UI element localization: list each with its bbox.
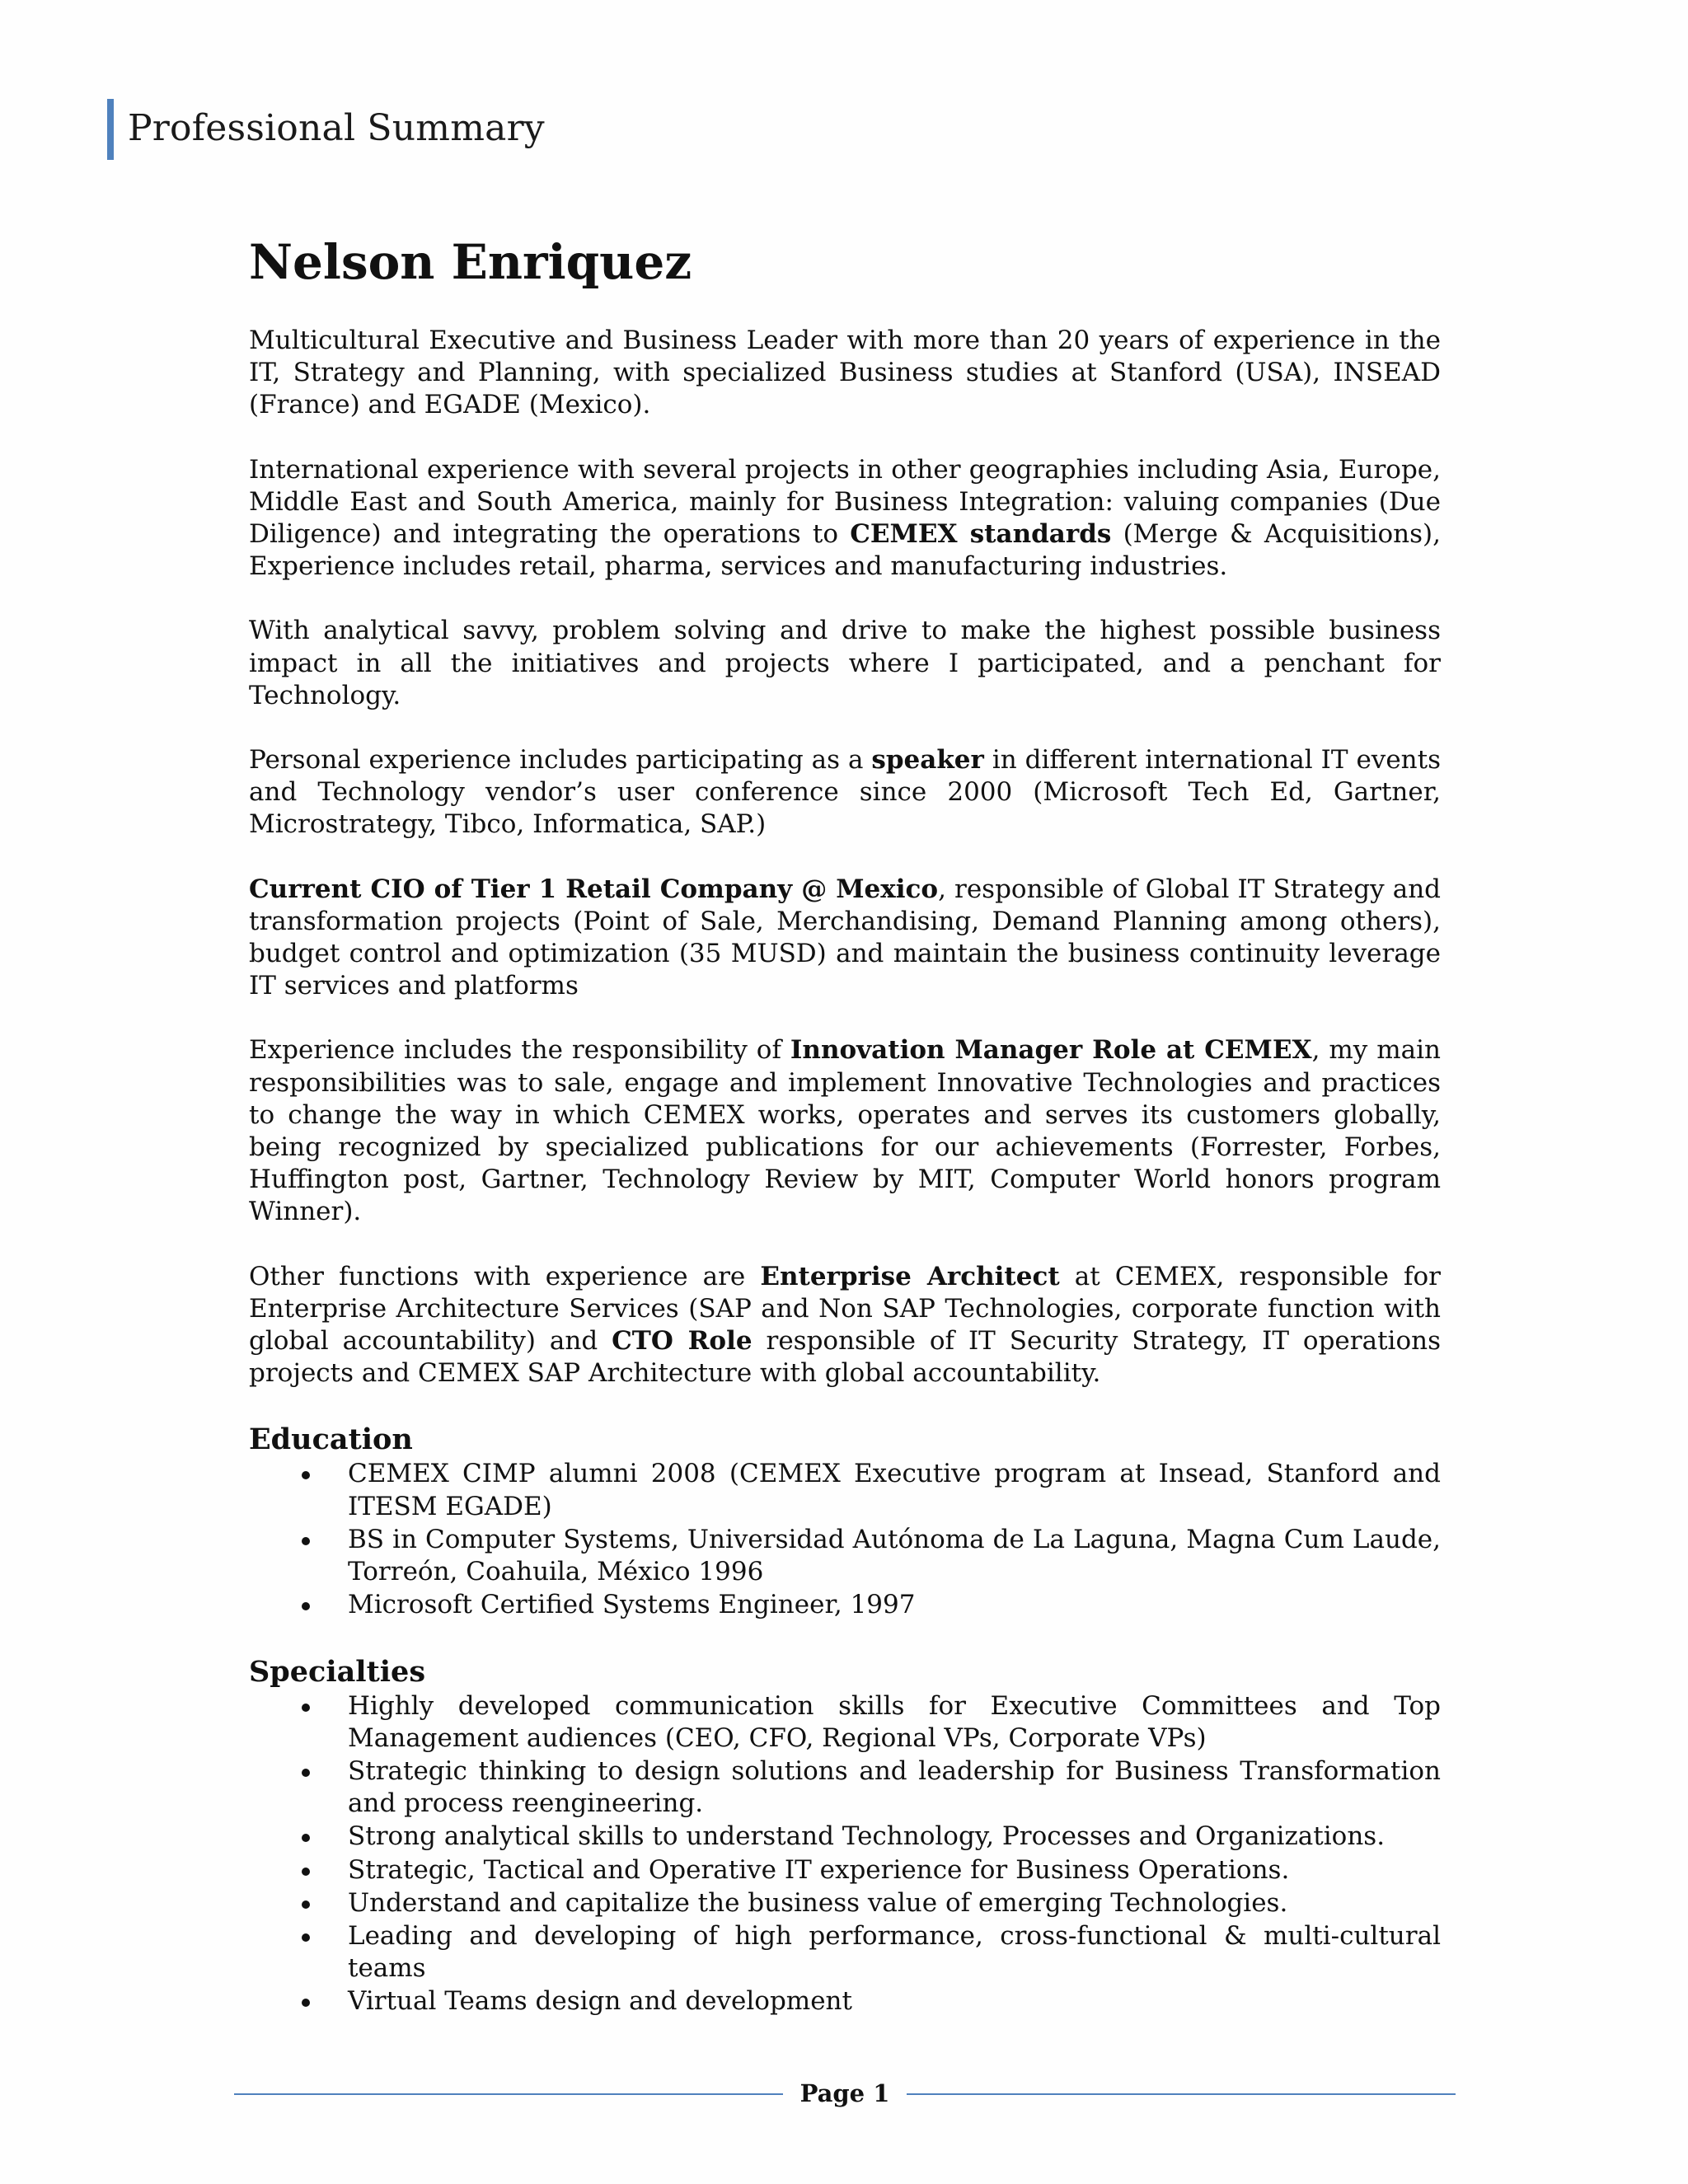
emphasis-text: Enterprise Architect — [760, 1261, 1060, 1291]
candidate-name: Nelson Enriquez — [249, 234, 692, 290]
footer-rule-left — [234, 2093, 783, 2095]
emphasis-text: CEMEX standards — [850, 519, 1112, 550]
summary-paragraph — [249, 874, 1441, 1003]
page-number: Page 1 — [799, 2079, 890, 2107]
document-body — [249, 232, 1441, 2019]
paragraph-text: in different international IT events and Technology vendor’s user conference since 2000 (Microsoft Tech Ed, Gartner, Microstrategy, Tibco, Informatica, SAP.) — [249, 745, 1441, 840]
education-heading: Education — [249, 1422, 413, 1457]
emphasis-text: Current CIO of Tier 1 Retail Company @ Mexico — [249, 874, 939, 904]
summary-paragraph — [249, 325, 1441, 422]
specialty-item: Leading and developing of high performance, cross-functional & multi-cultural teams — [348, 1920, 1441, 1985]
specialty-item: Strong analytical skills to understand Technology, Processes and Organizations. — [348, 1821, 1441, 1853]
summary-paragraph — [249, 615, 1441, 712]
paragraph-text: Other functions with experience are — [249, 1261, 761, 1291]
summary-paragraph — [249, 1034, 1441, 1228]
specialty-item: Strategic thinking to design solutions and leadership for Business Transformation and process reengineering. — [348, 1755, 1441, 1820]
specialties-list — [249, 1690, 1441, 2018]
summary-paragraph — [249, 744, 1441, 841]
paragraph-text: Personal experience includes participating as a — [249, 745, 872, 776]
paragraph-text: responsible of IT Security Strategy, IT operations projects and CEMEX SAP Architecture with global accountability. — [249, 1326, 1441, 1389]
specialty-item: Understand and capitalize the business value of emerging Technologies. — [348, 1887, 1441, 1919]
specialty-item: Highly developed communication skills for Executive Committees and Top Management audiences (CEO, CFO, Regional VPs, Corporate VPs) — [348, 1690, 1441, 1755]
paragraph-text: at CEMEX, responsible for Enterprise Architecture Services (SAP and Non SAP Technologies, corporate function with global accountability) and — [249, 1261, 1441, 1357]
specialty-item: Strategic, Tactical and Operative IT experience for Business Operations. — [348, 1854, 1441, 1886]
education-item: BS in Computer Systems, Universidad Autónoma de La Laguna, Magna Cum Laude, Torreón, Coahuila, México 1996 — [348, 1524, 1441, 1588]
emphasis-text: Innovation Manager Role at CEMEX — [790, 1035, 1312, 1066]
paragraph-text: With analytical savvy, problem solving and drive to make the highest possible business impact in all the initiatives and projects where I participated, and a penchant for Technology. — [249, 616, 1441, 710]
emphasis-text: CTO Role — [612, 1326, 753, 1357]
footer-rule-right — [907, 2093, 1456, 2095]
education-item: Microsoft Certified Systems Engineer, 1997 — [348, 1589, 1441, 1621]
specialty-item: Virtual Teams design and development — [348, 1985, 1441, 2018]
emphasis-text: speaker — [871, 745, 984, 776]
paragraph-text: Multicultural Executive and Business Leader with more than 20 years of experience in the IT, Strategy and Planning, with specialized Business studies at Stanford (USA), INSEAD (France) and EGADE (Mexico). — [249, 326, 1441, 420]
education-item: CEMEX CIMP alumni 2008 (CEMEX Executive program at Insead, Stanford and ITESM EGADE) — [348, 1458, 1441, 1522]
summary-paragraph — [249, 454, 1441, 583]
specialties-heading: Specialties — [249, 1654, 426, 1689]
paragraph-text: Experience includes the responsibility of — [249, 1035, 790, 1066]
summary-paragraph — [249, 1261, 1441, 1390]
paragraph-text: , my main responsibilities was to sale, engage and implement Innovative Technologies and practices to change the way in which CEMEX works, operates and serves its customers globally, being recognized by specialized publications for our achievements (Forrester, Forbes, Huffington post, Gartner, Technology Review by MIT, Computer World honors program Winner). — [249, 1035, 1441, 1227]
paragraph-text: , responsible of Global IT Strategy and transformation projects (Point of Sale, Merchandising, Demand Planning among others), budget control and optimization (35 MUSD) and maintain the business continuity leverage IT services and platforms — [249, 874, 1442, 1001]
summary-section — [249, 325, 1441, 1390]
education-list — [249, 1458, 1441, 1621]
page-header-title: Professional Summary — [128, 107, 545, 149]
header-accent-bar — [107, 99, 114, 160]
paragraph-text: International experience with several projects in other geographies including Asia, Europe, Middle East and South America, mainly for Business Integration: valuing companies (Due Diligence) and integrating the operations to — [249, 454, 1441, 550]
paragraph-text: (Merge & Acquisitions), Experience includes retail, pharma, services and manufacturing industries. — [249, 519, 1441, 582]
